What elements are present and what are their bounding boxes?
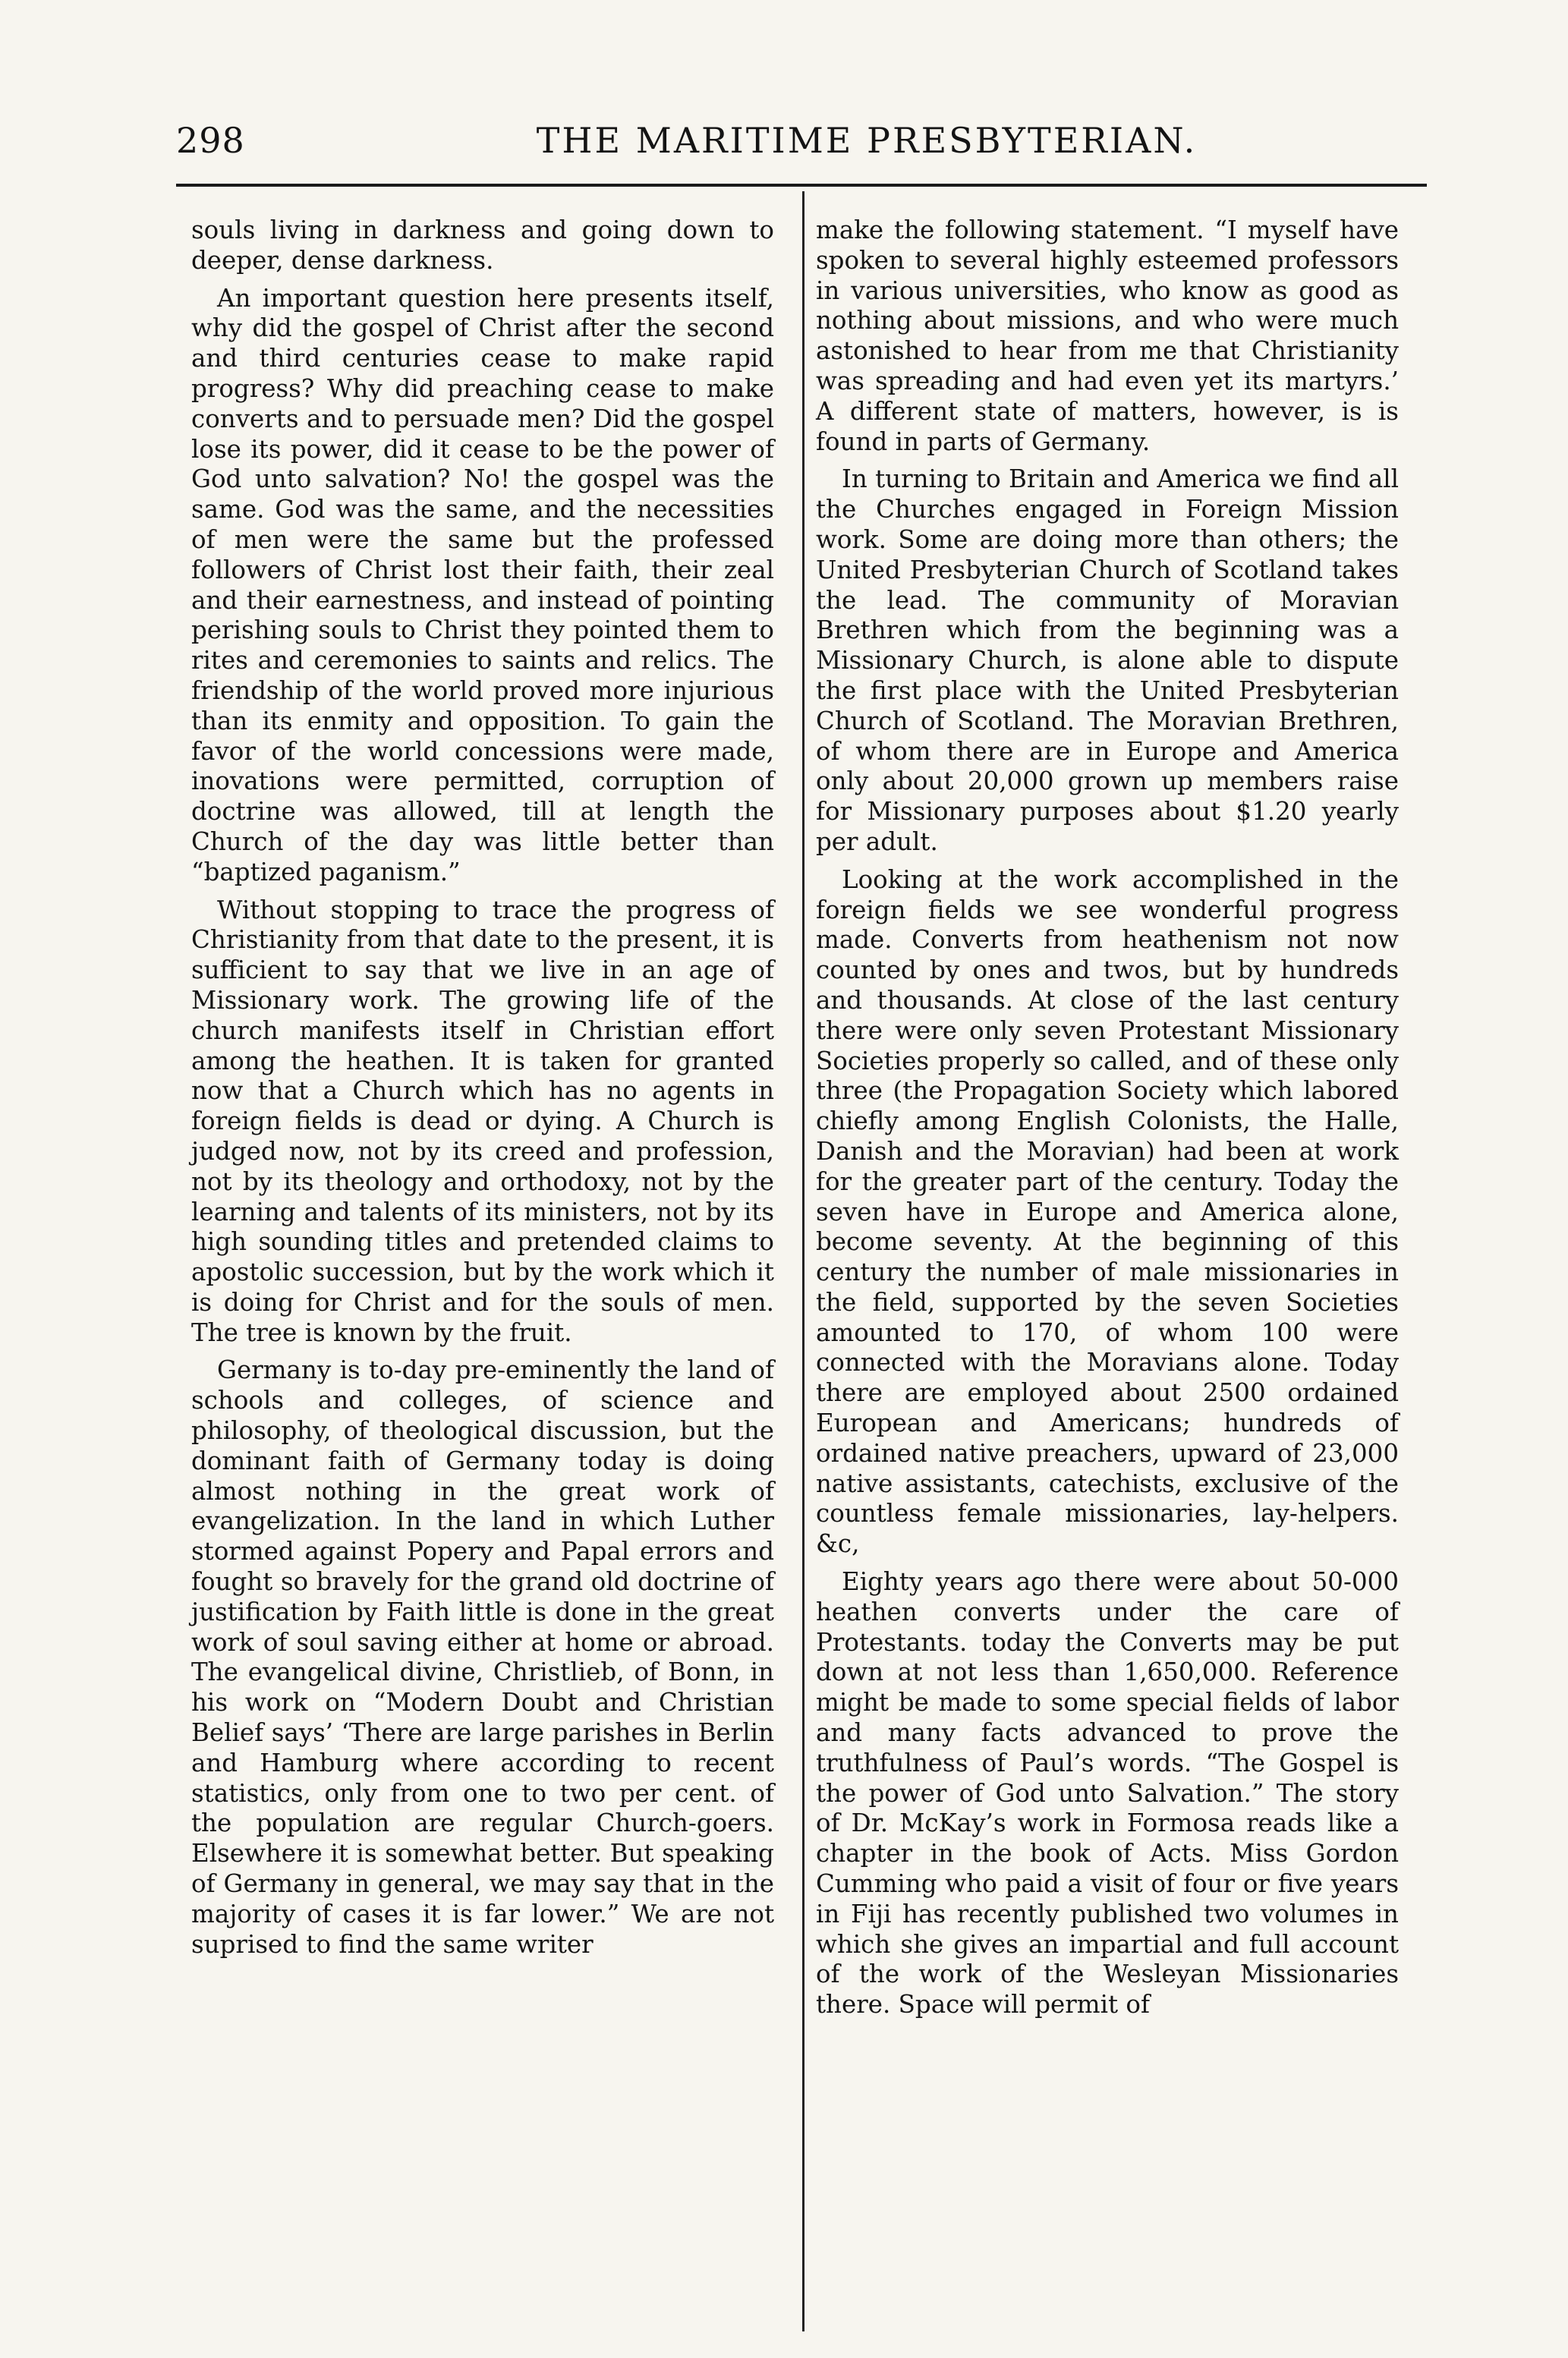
right-column	[816, 216, 1399, 2020]
page-header	[176, 120, 1427, 173]
page-number: 298	[176, 120, 245, 161]
column-divider	[802, 191, 804, 2331]
paragraph: An important question here presents itself, why did the gospel of Christ after the second and third centuries cease to make rapid progress? Why did preaching cease to make converts and to persuade men? Did the gospel lose its power, did it cease to be the power of God unto salvation? No! the gospel was the same. God was the same, and the necessities of men were the same but the professed followers of Christ lost their faith, their zeal and their earnestness, and instead of pointing perishing souls to Christ they pointed them to rites and ceremonies to saints and relics. The friendship of the world proved more injurious than its enmity and opposition. To gain the favor of the world concessions were made, inovations were permitted, corruption of doctrine was allowed, till at length the Church of the day was little better than “baptized paganism.”	[191, 283, 774, 886]
left-column	[191, 216, 774, 1960]
paragraph: Looking at the work accomplished in the foreign fields we see wonderful progress made. Converts from heathenism not now counted by ones and twos, but by hundreds and thousands. At close of the last century there were only seven Protestant Missionary Societies properly so called, and of these only three (the Propagation Society which labored chiefly among English Colonists, the Halle, Danish and the Moravian) had been at work for the greater part of the century. Today the seven have in Europe and America alone, become seventy. At the beginning of this century the number of male missionaries in the field, supported by the seven Societies amounted to 170, of whom 100 were connected with the Moravians alone. Today there are employed about 2500 ordained European and Americans; hundreds of ordained native preachers, upward of 23,000 native assistants, catechists, exclusive of the countless female missionaries, lay-helpers. &c,	[816, 864, 1399, 1559]
paragraph: Eighty years ago there were about 50-000 heathen converts under the care of Protestants. today the Converts may be put down at not less than 1,650,000. Reference might be made to some special fields of labor and many facts advanced to prove the truthfulness of Paul’s words. “The Gospel is the power of God unto Salvation.” The story of Dr. McKay’s work in Formosa reads like a chapter in the book of Acts. Miss Gordon Cumming who paid a visit of four or five years in Fiji has recently published two volumes in which she gives an impartial and full account of the work of the Wesleyan Missionaries there. Space will permit of	[816, 1567, 1399, 2020]
paragraph: Germany is to-day pre-eminently the land of schools and colleges, of science and philosophy, of theological discussion, but the dominant faith of Germany today is doing almost nothing in the great work of evangelization. In the land in which Luther stormed against Popery and Papal errors and fought so bravely for the grand old doctrine of justification by Faith little is done in the great work of soul saving either at home or abroad. The evangelical divine, Christlieb, of Bonn, in his work on “Modern Doubt and Christian Belief says’ ‘There are large parishes in Berlin and Hamburg where according to recent statistics, only from one to two per cent. of the population are regular Church-goers. Elsewhere it is somewhat better. But speaking of Germany in general, we may say that in the majority of cases it is far lower.” We are not suprised to find the same writer	[191, 1355, 774, 1959]
running-title: THE MARITIME PRESBYTERIAN.	[536, 120, 1198, 161]
paragraph: Without stopping to trace the progress of Christianity from that date to the present, it is sufficient to say that we live in an age of Missionary work. The growing life of the church manifests itself in Christian effort among the heathen. It is taken for granted now that a Church which has no agents in foreign fields is dead or dying. A Church is judged now, not by its creed and profession, not by its theology and orthodoxy, not by the learning and talents of its ministers, not by its high sounding titles and pretended claims to apostolic succession, but by the work which it is doing for Christ and for the souls of men. The tree is known by the fruit.	[191, 895, 774, 1347]
paragraph: make the following statement. “I myself have spoken to several highly esteemed professors in various universities, who know as good as nothing about missions, and who were much astonished to hear from me that Christianity was spreading and had even yet its martyrs.’ A different state of matters, however, is is found in parts of Germany.	[816, 216, 1399, 456]
paragraph: souls living in darkness and going down to deeper, dense darkness.	[191, 216, 774, 275]
paragraph: In turning to Britain and America we find all the Churches engaged in Foreign Mission work. Some are doing more than others; the United Presbyterian Church of Scotland takes the lead. The community of Moravian Brethren which from the beginning was a Missionary Church, is alone able to dispute the first place with the United Presbyterian Church of Scotland. The Moravian Brethren, of whom there are in Europe and America only about 20,000 grown up members raise for Missionary purposes about $1.20 yearly per adult.	[816, 464, 1399, 856]
header-rule	[176, 184, 1427, 187]
